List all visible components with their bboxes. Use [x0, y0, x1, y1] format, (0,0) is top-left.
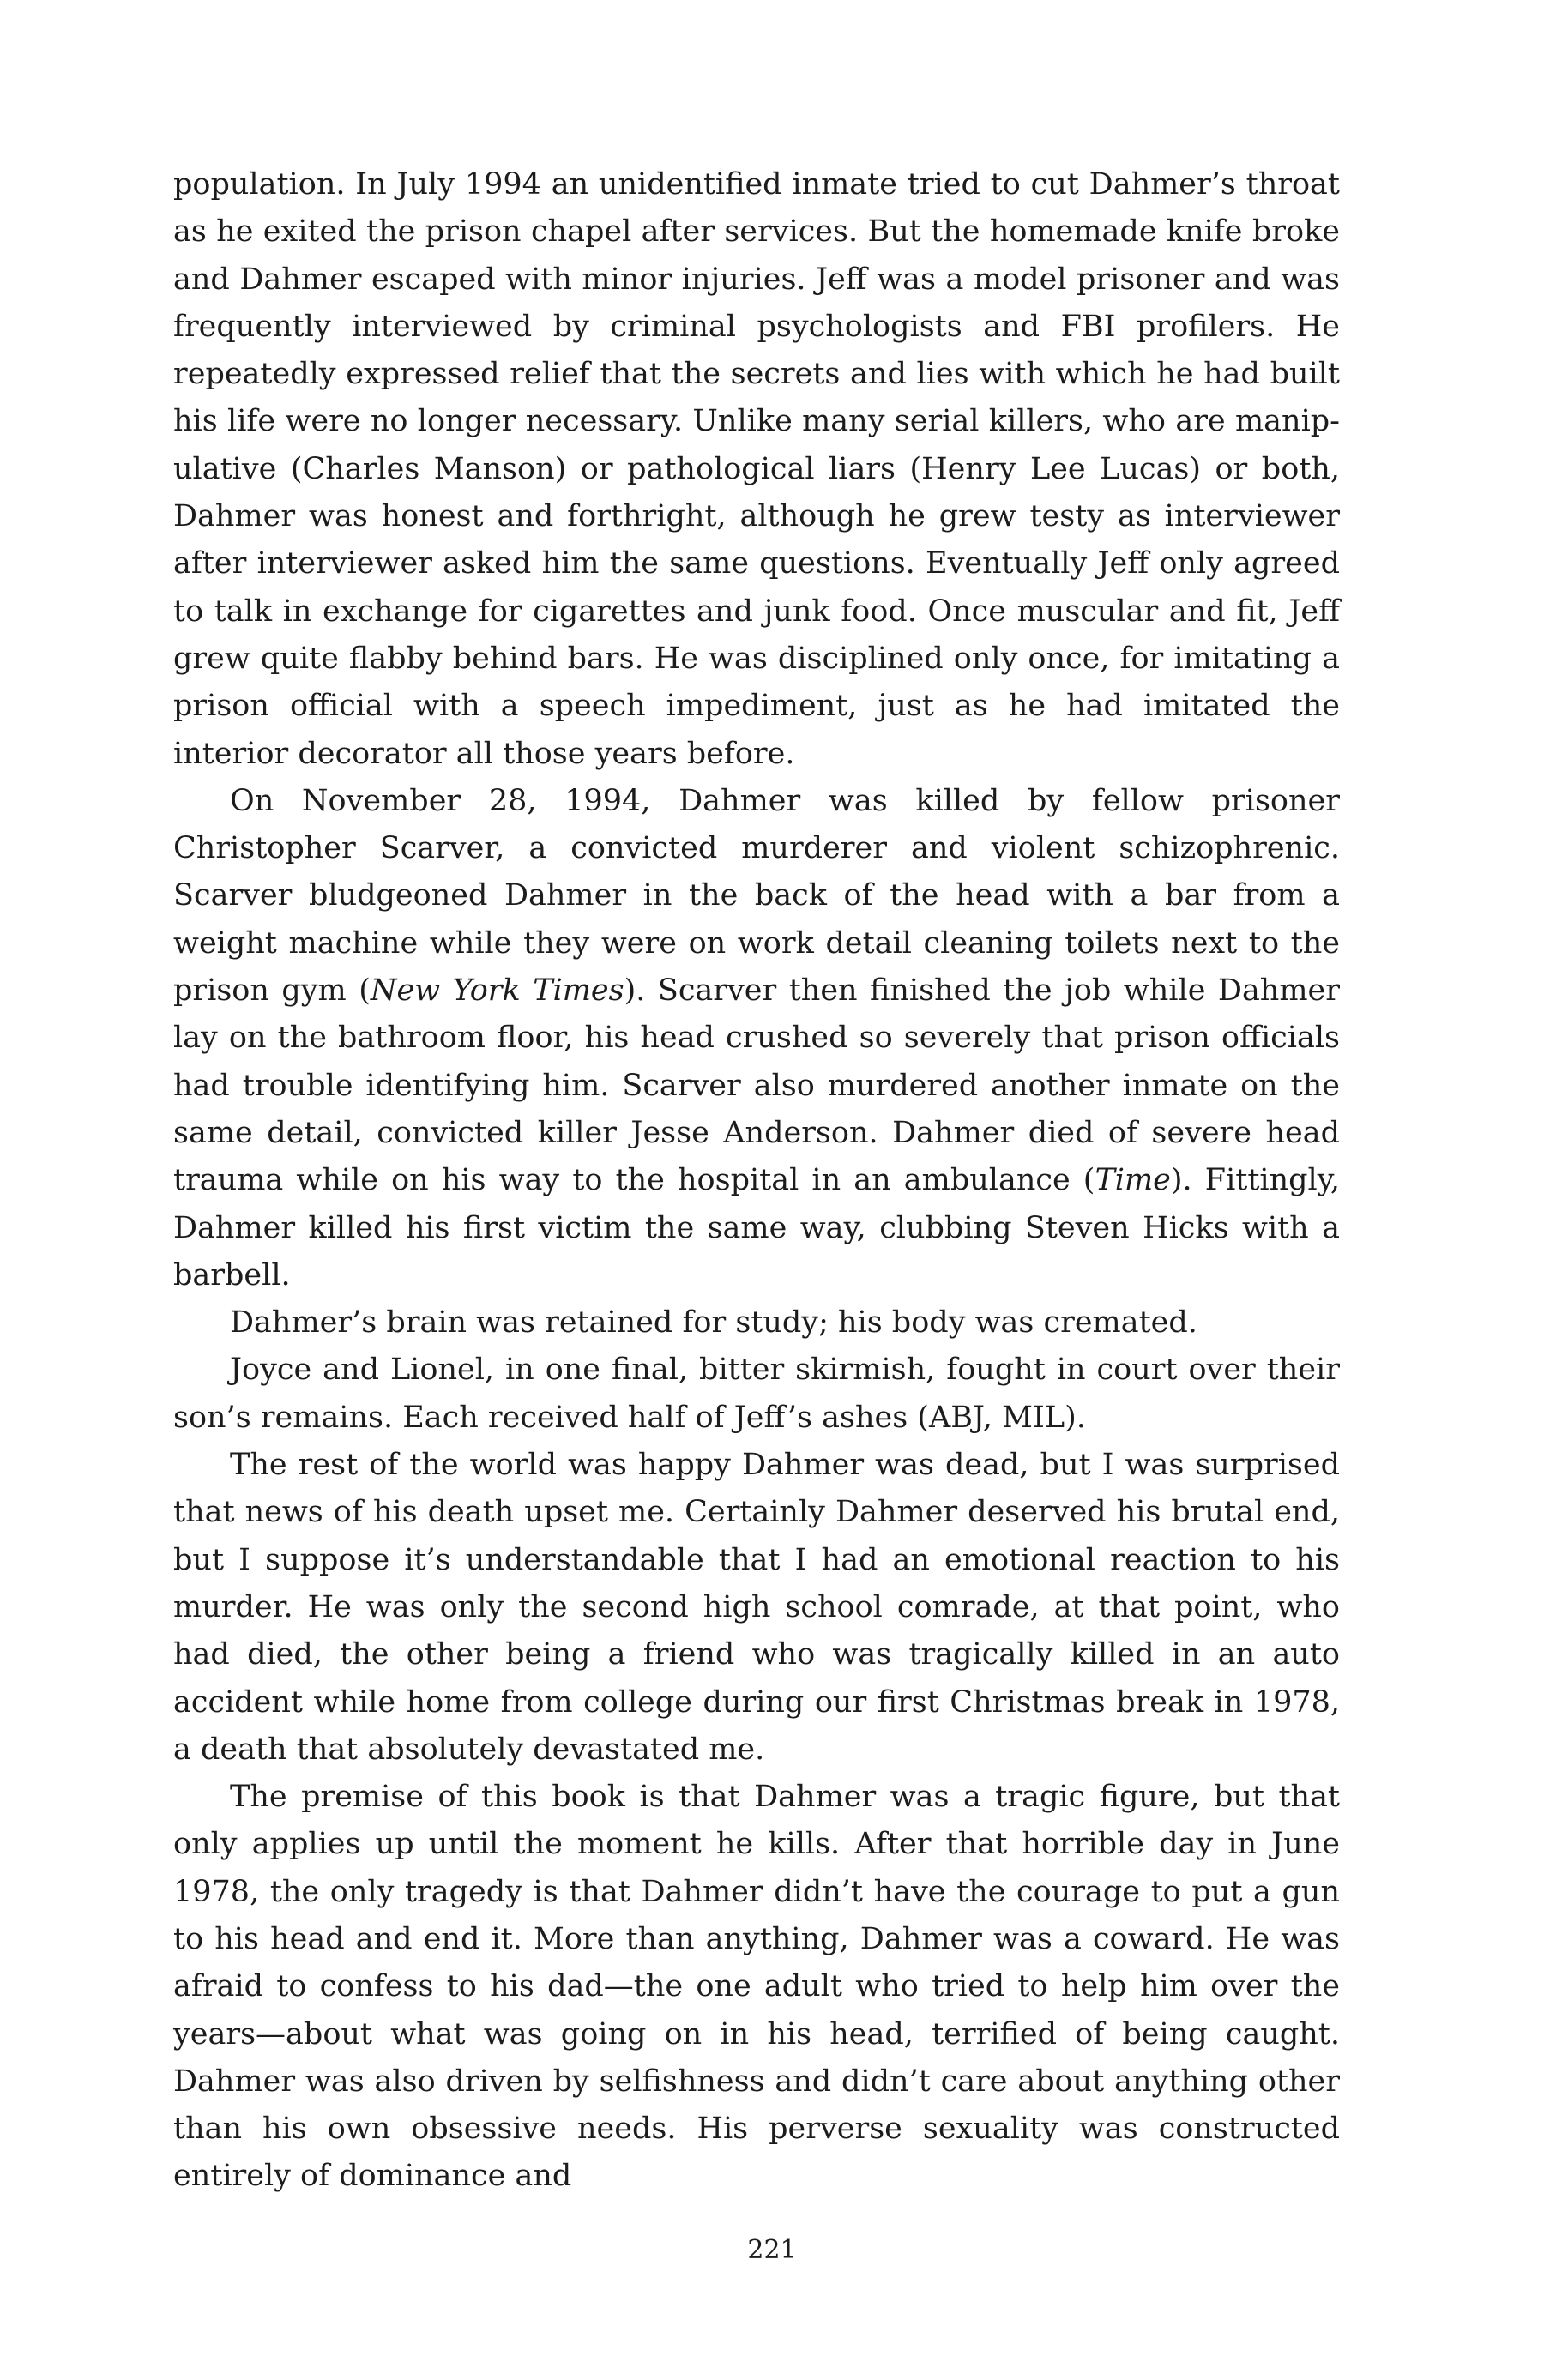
paragraph [173, 161, 1340, 778]
paragraph [173, 1442, 1340, 1774]
text-run: population. In July 1994 an unidentified inmate tried to cut Dahmer’s throat as he exited the prison chapel after services. But the homemade knife broke and Dahmer escaped with minor injuries. Jeff was a model prisoner and was frequently interviewed by criminal psychologists and FBI profilers. He repeatedly expressed relief that the secrets and lies with which he had built his life were no longer necessary. Unlike many serial killers, who are manipulative (Charles Manson) or pathological liars (Henry Lee Lucas) or both, Dahmer was honest and forthright, although he grew testy as interviewer after interviewer asked him the same questions. Eventually Jeff only agreed to talk in exchange for cigarettes and junk food. Once muscular and fit, Jeff grew quite flabby behind bars. He was disciplined only once, for imitating a prison official with a speech impediment, just as he had imitated the interior decorator all those years before. [173, 167, 1340, 771]
italic-citation: Time [1095, 1163, 1171, 1198]
paragraph [173, 778, 1340, 1299]
text-run: On November 28, 1994, Dahmer was killed by fellow prisoner Christopher Scarver, a convicted murderer and violent schizophrenic. Scarver bludgeoned Dahmer in the back of the head with a bar from a weight machine while they were on work detail cleaning toilets next to the prison gym ( [173, 783, 1340, 1009]
italic-citation: New York Times [370, 973, 624, 1009]
paragraph [173, 1774, 1340, 2201]
page-number: 221 [747, 2235, 797, 2265]
paragraph [173, 1299, 1340, 1347]
text-run: Dahmer’s brain was retained for study; his body was cremated. [230, 1305, 1197, 1341]
text-run: ). Scarver then finished the job while Dahmer lay on the bathroom floor, his head crushed so severely that prison officials had trouble identifying him. Scarver also murdered another inmate on the same detail, convicted killer Jesse Anderson. Dahmer died of severe head trauma while on his way to the hospital in an ambulance ( [173, 973, 1340, 1198]
text-run: The rest of the world was happy Dahmer was dead, but I was surprised that news of his death upset me. Certainly Dahmer deserved his brutal end, but I suppose it’s understandable that I had an emotional reaction to his murder. He was only the second high school comrade, at that point, who had died, the other being a friend who was tragically killed in an auto accident while home from college during our first Christmas break in 1978, a death that absolutely devastated me. [173, 1448, 1340, 1767]
text-run: The premise of this book is that Dahmer was a tragic figure, but that only applies up until the moment he kills. After that horrible day in June 1978, the only tragedy is that Dahmer didn’t have the courage to put a gun to his head and end it. More than anything, Dahmer was a coward. He was afraid to confess to his dad—the one adult who tried to help him over the years—about what was going on in his head, terrified of being caught. Dahmer was also driven by selfishness and didn’t care about anything other than his own obsessive needs. His perverse sexuality was constructed entirely of dominance and [173, 1780, 1340, 2194]
text-run: Joyce and Lionel, in one final, bitter skirmish, fought in court over their son’s remains. Each received half of Jeff’s ashes (ABJ, MIL). [173, 1353, 1340, 1435]
body-text [173, 161, 1340, 2201]
paragraph [173, 1347, 1340, 1442]
text-run: ). Fittingly, Dahmer killed his first victim the same way, clubbing Steven Hicks with a barbell. [173, 1163, 1340, 1292]
